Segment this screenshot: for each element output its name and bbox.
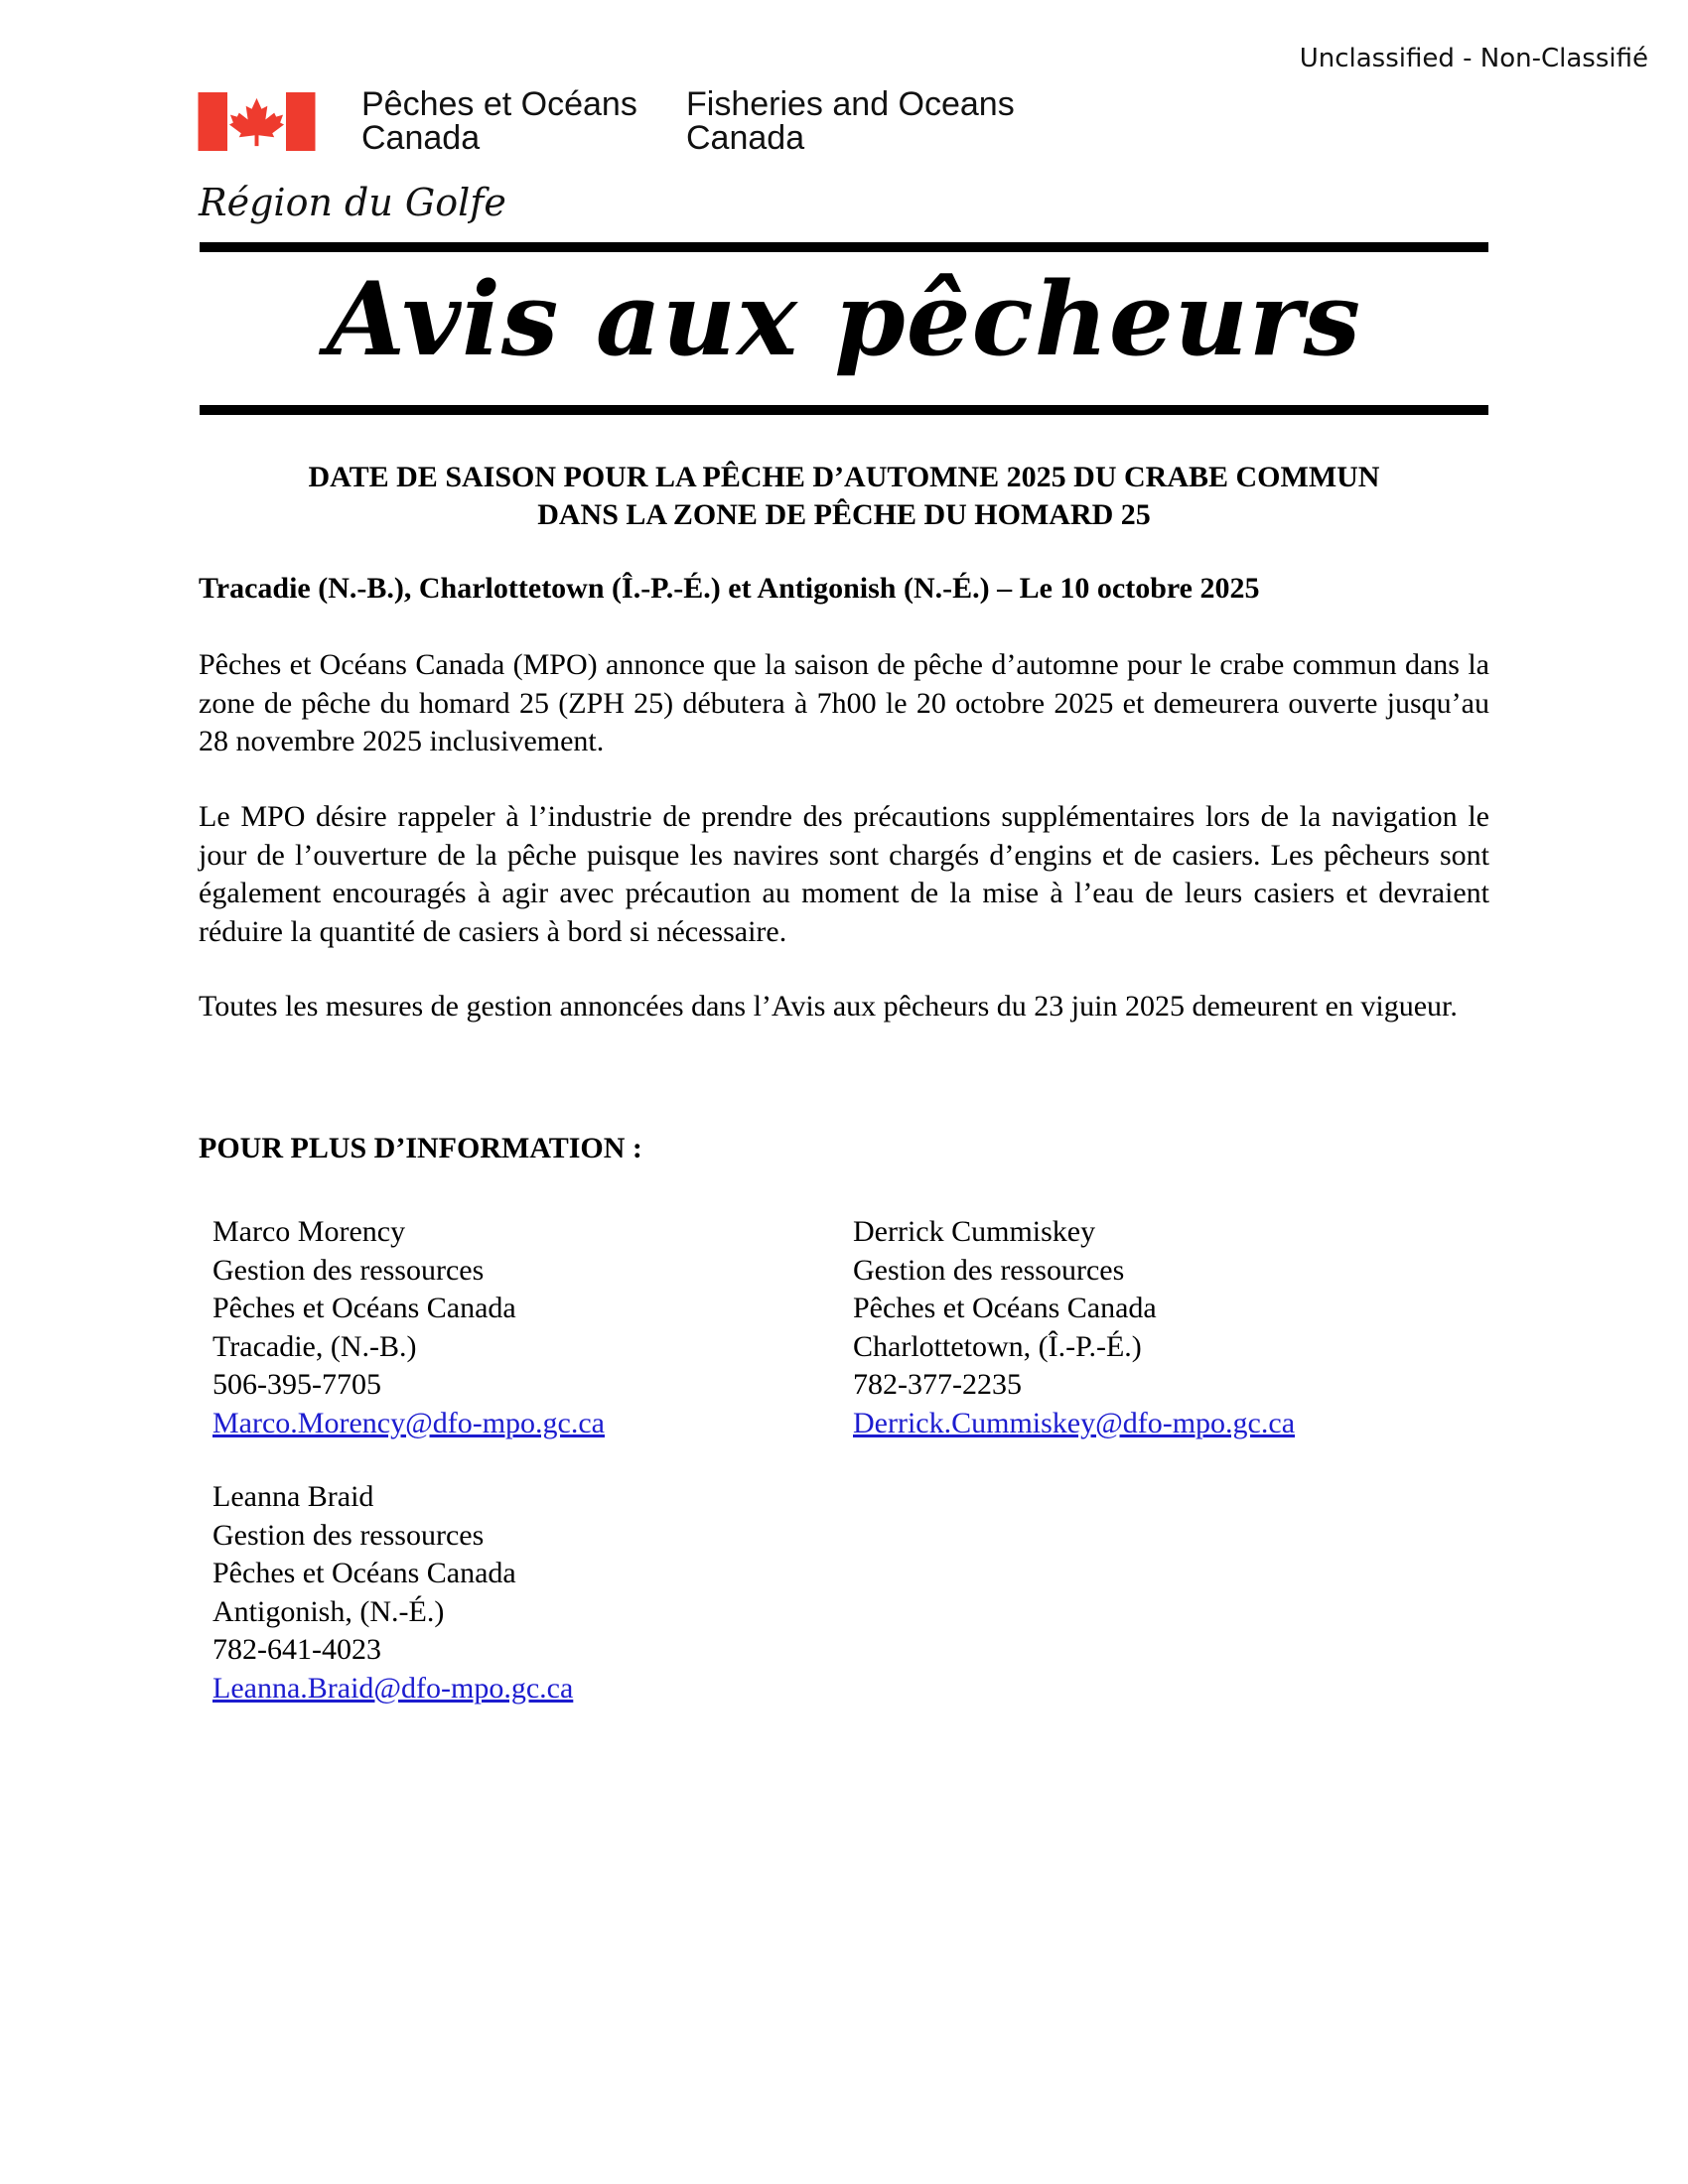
contact-phone: 782-377-2235: [853, 1368, 1022, 1401]
dateline: Tracadie (N.-B.), Charlottetown (Î.-P.-É.) et Antigonish (N.-É.) – Le 10 octobre 2025: [199, 572, 1260, 605]
contact-name: Marco Morency: [212, 1215, 406, 1248]
department-name-english: [686, 87, 1015, 155]
department-fr-line2: Canada: [361, 119, 481, 157]
classification-label: Unclassified - Non-Classifié: [1299, 44, 1648, 73]
notice-banner: Avis aux pêcheurs: [326, 260, 1362, 379]
contact-email-link[interactable]: Derrick.Cummiskey@dfo-mpo.gc.ca: [853, 1406, 1296, 1439]
body-paragraph: Toutes les mesures de gestion annoncées dans l’Avis aux pêcheurs du 23 juin 2025 demeurent en vigueur.: [199, 990, 1458, 1023]
body-paragraph: Pêches et Océans Canada (MPO) annonce que la saison de pêche d’automne pour le crabe commun dans la zone de pêche du homard 25 (ZPH 25) débutera à 7h00 le 20 octobre 2025 et demeurera ouverte jusqu’au 28 novembre 2025 inclusivement.: [199, 648, 1489, 757]
contact-name: Leanna Braid: [212, 1480, 374, 1513]
notice-title-line1: DATE DE SAISON POUR LA PÊCHE D’AUTOMNE 2025 DU CRABE COMMUN: [308, 461, 1380, 493]
department-en-line2: Canada: [686, 119, 805, 157]
contact-location: Charlottetown, (Î.-P.-É.): [853, 1329, 1142, 1363]
department-en-line1: Fisheries and Oceans: [686, 85, 1015, 123]
contact-email-link[interactable]: Leanna.Braid@dfo-mpo.gc.ca: [212, 1671, 574, 1705]
region-name: Région du Golfe: [199, 181, 506, 224]
canada-flag-icon: [198, 92, 316, 151]
contact-phone: 506-395-7705: [212, 1368, 381, 1401]
contact-role: Gestion des ressources: [212, 1518, 485, 1552]
notice-title: [200, 459, 1488, 534]
contact-organization: Pêches et Océans Canada: [212, 1557, 516, 1589]
contact-email-link[interactable]: Marco.Morency@dfo-mpo.gc.ca: [212, 1406, 605, 1439]
notice-title-line2: DANS LA ZONE DE PÊCHE DU HOMARD 25: [537, 498, 1151, 531]
contact-organization: Pêches et Océans Canada: [212, 1292, 516, 1324]
contact-location: Tracadie, (N.-B.): [212, 1329, 417, 1363]
info-heading: POUR PLUS D’INFORMATION :: [199, 1132, 642, 1164]
department-name-french: [361, 87, 637, 155]
contact-role: Gestion des ressources: [212, 1253, 485, 1287]
contact-role: Gestion des ressources: [853, 1253, 1125, 1287]
body-paragraph: Le MPO désire rappeler à l’industrie de prendre des précautions supplémentaires lors de la navigation le jour de l’ouverture de la pêche puisque les navires sont chargés d’engins et de casiers. Les pêcheurs sont également encouragés à agir avec précaution au moment de la mise à l’eau de leurs casiers et devraient réduire la quantité de casiers à bord si nécessaire.: [199, 800, 1489, 948]
contact-card-leanna-braid: [212, 1478, 769, 1707]
contact-card-marco-morency: [212, 1213, 769, 1442]
contact-card-derrick-cummiskey: [853, 1213, 1409, 1442]
contact-name: Derrick Cummiskey: [853, 1215, 1096, 1248]
department-fr-line1: Pêches et Océans: [361, 85, 637, 123]
contact-phone: 782-641-4023: [212, 1633, 381, 1666]
contact-organization: Pêches et Océans Canada: [853, 1292, 1157, 1324]
banner-bottom-rule: [200, 405, 1488, 415]
banner-top-rule: [200, 242, 1488, 252]
contact-location: Antigonish, (N.-É.): [212, 1594, 445, 1628]
